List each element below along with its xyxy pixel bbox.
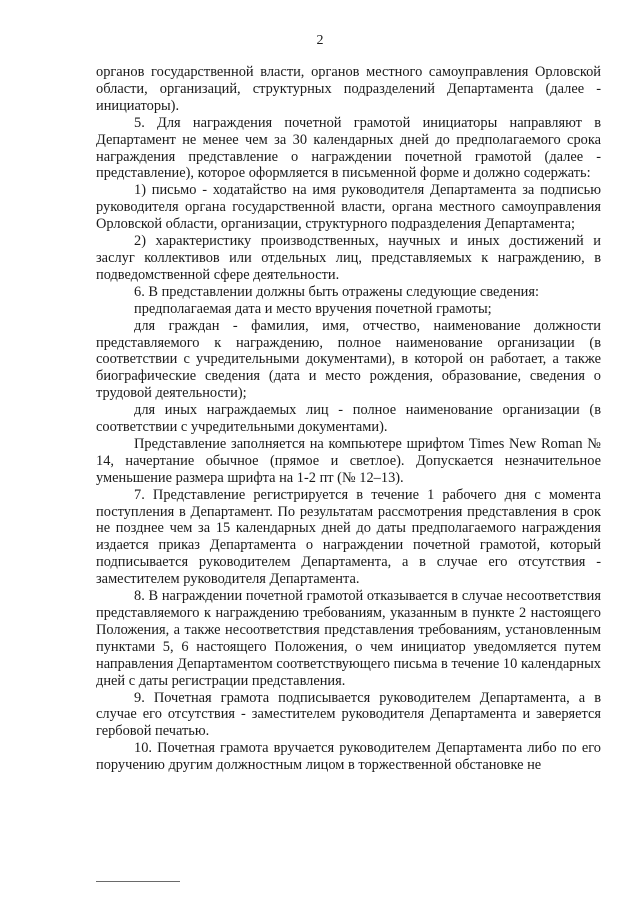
paragraph-p8: Представление заполняется на компьютере шрифтом Times New Roman № 14, начертание обычное (прямое и светлое). Допускается незначительное уменьшение размера шрифта на 1-2 пт (№ 12–13). (96, 435, 601, 486)
paragraph-p1: 5. Для награждения почетной грамотой инициаторы направляют в Департамент не менее чем за 30 календарных дней до предполагаемого срока награждения представление о награждении почетной грамотой (далее - представление), которое оформляется в письменной форме и должно содержать: (96, 114, 601, 182)
paragraph-p4: 6. В представлении должны быть отражены следующие сведения: (134, 283, 539, 300)
document-body (96, 64, 601, 774)
footnote-separator (96, 881, 180, 882)
paragraph-p3: 2) характеристику производственных, научных и иных достижений и заслуг коллективов или отдельных лиц, представляемых к награждению, в подведомственной сфере деятельности. (96, 233, 601, 283)
paragraph-p0: органов государственной власти, органов местного самоуправления Орловской области, организаций, структурных подразделений Департамента (далее - инициаторы). (96, 64, 601, 114)
paragraph-p5: предполагаемая дата и место вручения почетной грамоты; (134, 300, 492, 317)
paragraph-p11: 9. Почетная грамота подписывается руководителем Департамента, а в случае его отсутствия - заместителем руководителя Департамента и заверяется гербовой печатью. (96, 689, 601, 740)
paragraph-p9: 7. Представление регистрируется в течение 1 рабочего дня с момента поступления в Департамент. По результатам рассмотрения представления в срок не позднее чем за 15 календарных дней до даты предполагаемого награждения издается приказ Департамента о награждении почетной грамотой, который подписывается руководителем Департамента, а в случае его отсутствия - заместителем руководителя Департамента. (96, 486, 601, 588)
paragraph-p2: 1) письмо - ходатайство на имя руководителя Департамента за подписью руководителя органа государственной власти, органа местного самоуправления Орловской области, организации, структурного подразделения Департамента; (96, 182, 601, 233)
paragraph-p10: 8. В награждении почетной грамотой отказывается в случае несоответствия представляемого к награждению требованиям, указанным в пункте 2 настоящего Положения, а также несоответствия представления требованиям, установленным пунктами 5, 6 настоящего Положения, о чем инициатор уведомляется путем направления Департаментом соответствующего письма в течение 10 календарных дней с даты регистрации представления. (96, 588, 601, 689)
paragraph-p7: для иных награждаемых лиц - полное наименование организации (в соответствии с учредительными документами). (96, 402, 601, 436)
paragraph-p12: 10. Почетная грамота вручается руководителем Департамента либо по его поручению другим должностным лицом в торжественной обстановке не (96, 740, 601, 774)
page-number: 2 (316, 33, 324, 48)
paragraph-p6: для граждан - фамилия, имя, отчество, наименование должности представляемого к награждению, полное наименование организации (в соответствии с учредительными документами), в которой он работает, а также биографические сведения (дата и место рождения, образование, сведения о трудовой деятельности); (96, 317, 601, 402)
